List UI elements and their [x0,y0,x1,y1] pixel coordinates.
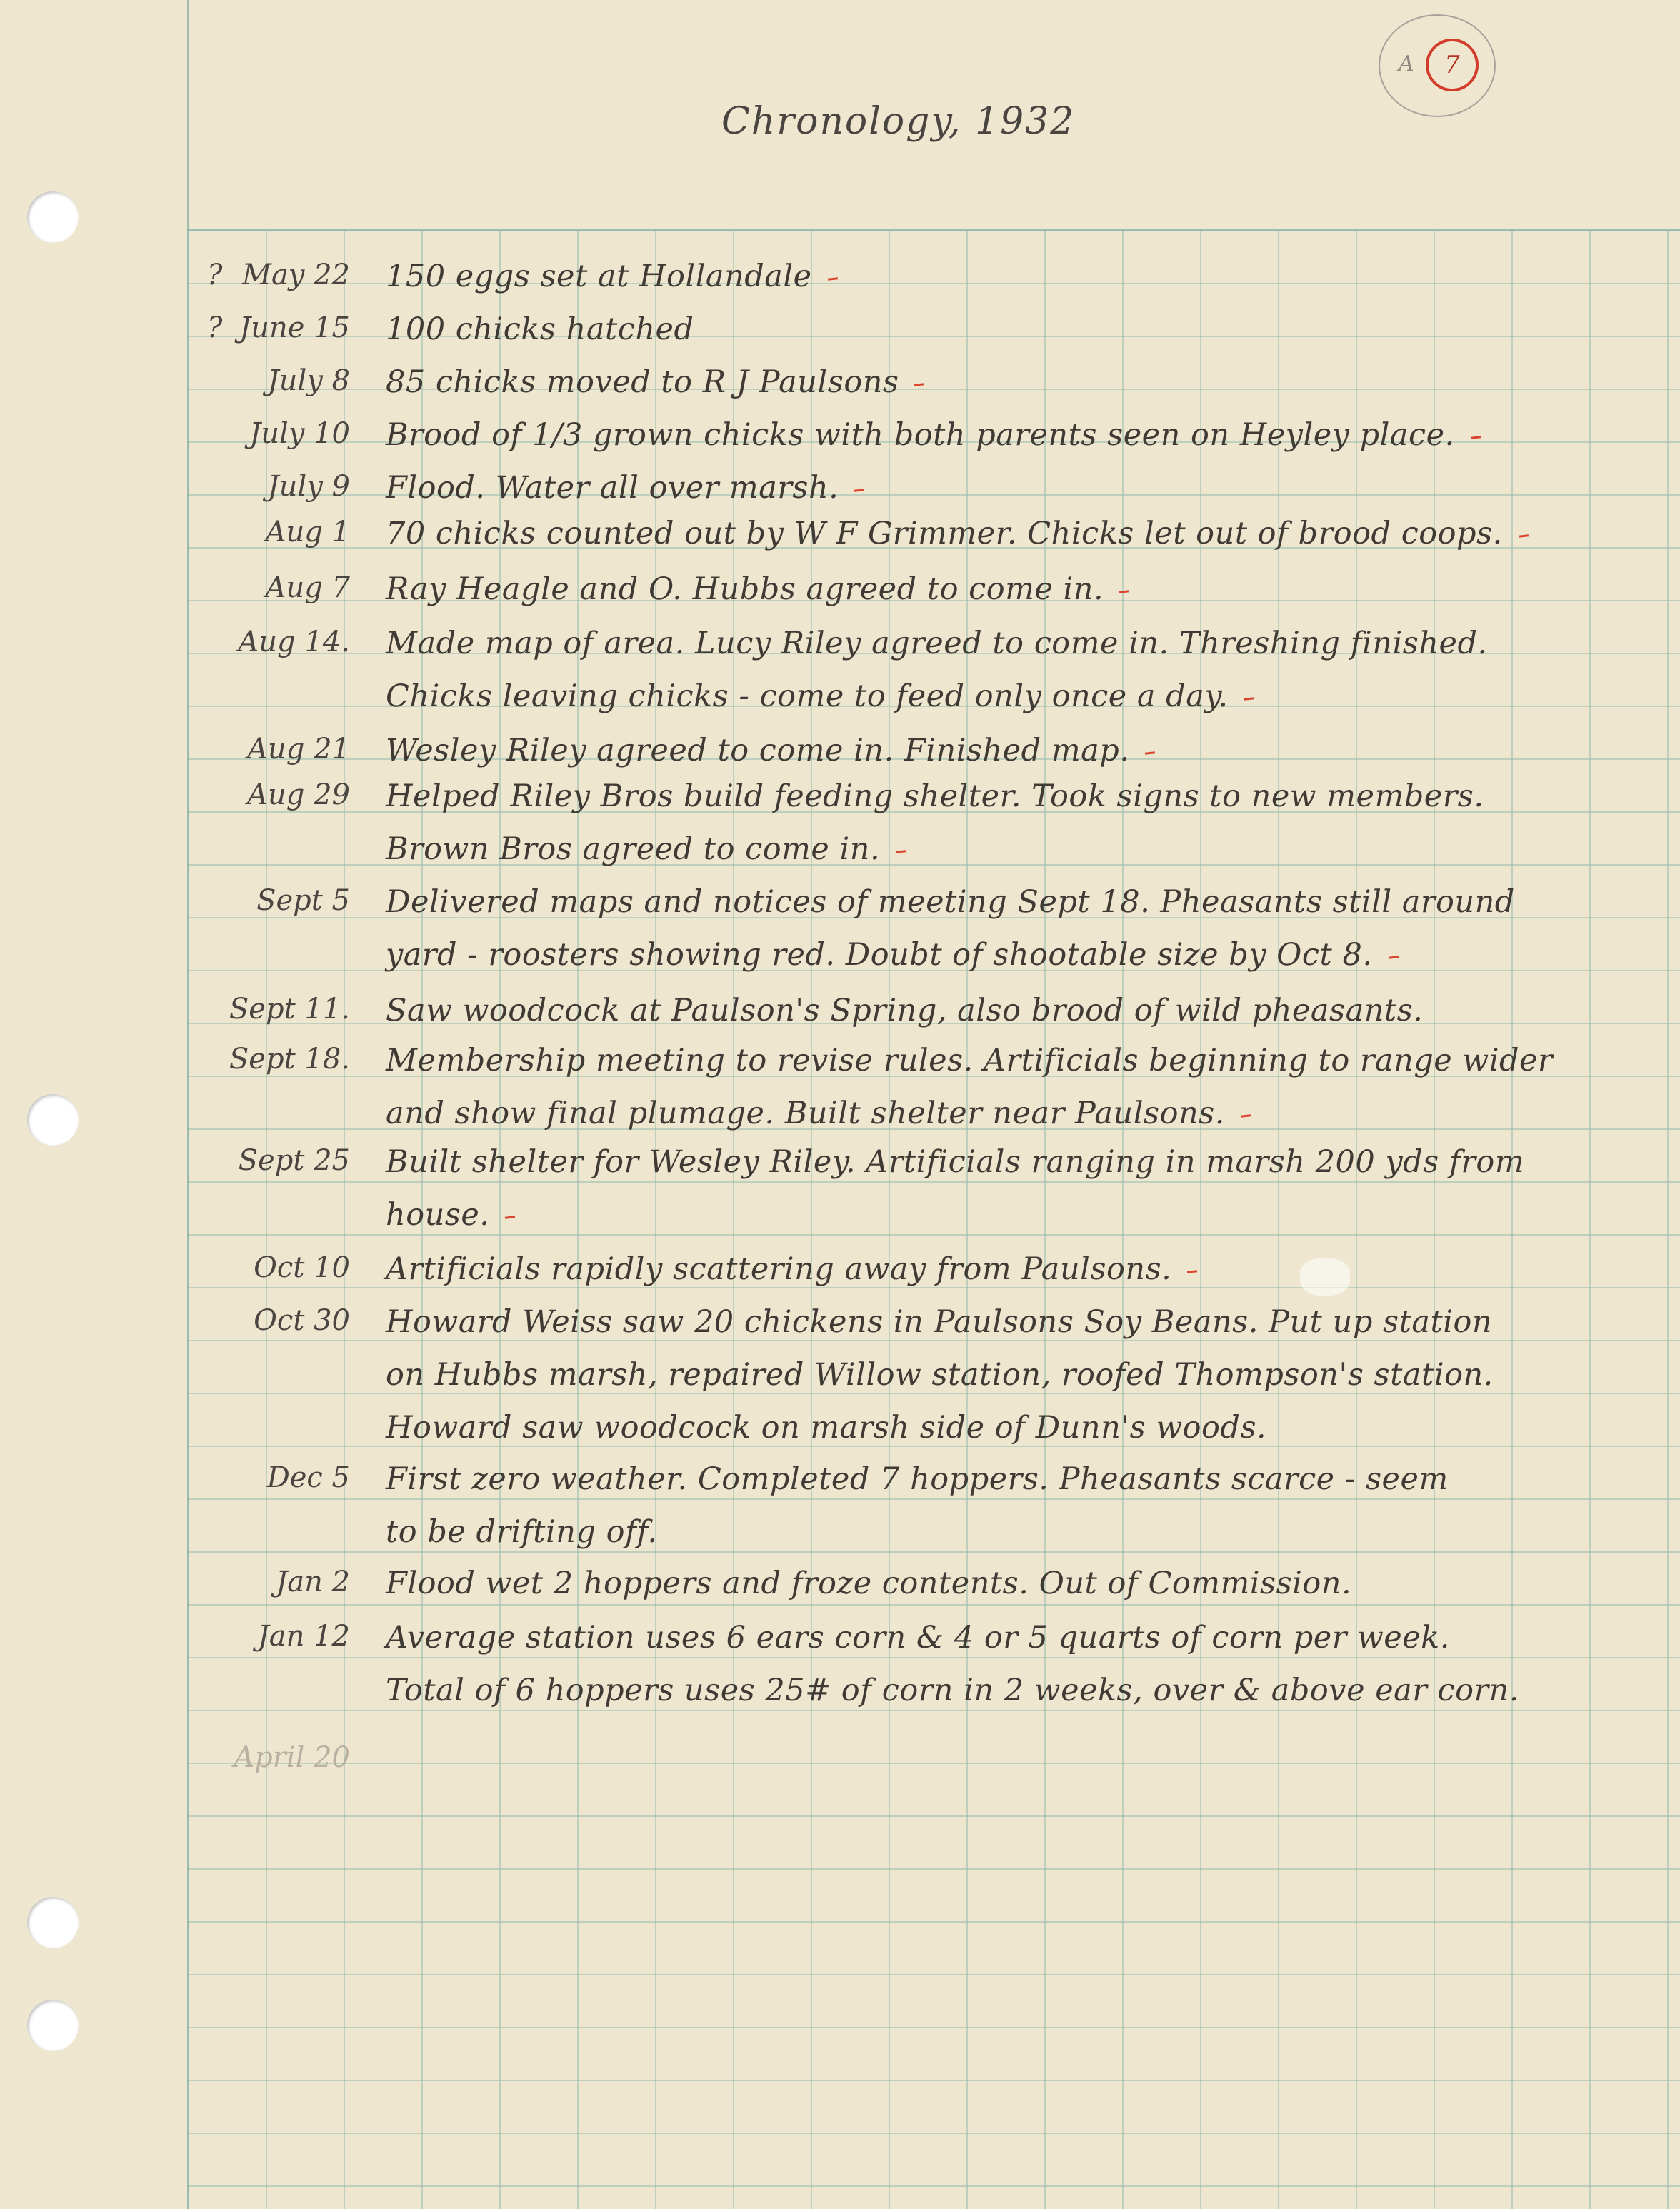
entry-text: Average station uses 6 ears corn & 4 or 5 quarts of corn per week. [386,1620,1450,1656]
left-margin [0,0,187,2209]
red-check-mark-icon [1244,697,1254,700]
entry-date: Dec 5 [266,1461,350,1494]
entry-text: Howard saw woodcock on marsh side of Dunn's woods. [386,1410,1267,1446]
red-check-mark-icon [827,277,837,280]
red-check-mark-icon [1119,590,1129,593]
uncertain-date-mark: ? [207,311,223,344]
entry-date: Oct 30 [254,1304,350,1337]
stamp-number: 7 [1426,39,1479,91]
red-check-mark-icon [1471,436,1481,439]
entry-text: to be drifting off. [386,1514,658,1550]
entry-text: Brood of 1/3 grown chicks with both parents seen on Heyley place. [386,417,1481,453]
entry-text: Flood wet 2 hoppers and froze contents. Out of Commission. [386,1566,1352,1601]
binder-hole-icon [27,1094,79,1146]
entry-date: July 10 [249,417,350,450]
red-check-mark-icon [1519,534,1529,537]
red-check-mark-icon [1241,1114,1251,1117]
entry-text: yard - roosters showing red. Doubt of shootable size by Oct 8. [386,937,1399,973]
binder-hole-icon [27,2000,79,2051]
red-check-mark-icon [896,850,906,853]
entry-text: 70 chicks counted out by W F Grimmer. Chicks let out of brood coops. [386,516,1529,551]
top-rule [187,229,1680,231]
entry-date: July 8 [267,364,350,397]
entry-date: Oct 10 [254,1251,350,1284]
entry-text: Ray Heagle and O. Hubbs agreed to come in. [386,571,1129,607]
entry-text: Helped Riley Bros build feeding shelter. Took signs to new members. [386,778,1484,814]
entry-text: Delivered maps and notices of meeting Sept 18. Pheasants still around [386,884,1515,920]
entry-text: Made map of area. Lucy Riley agreed to come in. Threshing finished. [386,626,1488,661]
entry-date: June 15 [239,311,350,344]
page-title: Chronology, 1932 [721,100,1076,143]
entry-text: and show final plumage. Built shelter near Paulsons. [386,1096,1251,1131]
red-check-mark-icon [914,383,924,386]
red-check-mark-icon [1388,956,1398,958]
entry-date: Aug 7 [265,571,350,604]
entry-text: First zero weather. Completed 7 hoppers. Pheasants scarce - seem [386,1461,1449,1497]
entry-date: Sept 11. [229,993,350,1026]
entry-date: July 9 [267,470,350,503]
binder-hole-icon [27,191,79,243]
entry-text: Brown Bros agreed to come in. [386,831,906,867]
entry-text: house. [386,1197,515,1233]
entry-date: Aug 29 [247,778,350,811]
entry-text: 100 chicks hatched [386,311,694,347]
entry-date: Sept 18. [229,1043,350,1076]
entry-date: Sept 25 [238,1144,350,1177]
uncertain-date-mark: ? [207,259,223,291]
entry-text: 150 eggs set at Hollandale [386,259,838,294]
paper-stain [1300,1258,1350,1296]
entry-text: Wesley Riley agreed to come in. Finished map. [386,733,1155,768]
red-check-mark-icon [1145,751,1155,754]
entry-text: Flood. Water all over marsh. [386,470,864,506]
archive-stamp [1379,14,1500,121]
red-check-mark-icon [505,1216,515,1218]
entry-text: 85 chicks moved to R J Paulsons [386,364,924,400]
entry-text: Howard Weiss saw 20 chickens in Paulsons Soy Beans. Put up station [386,1304,1493,1340]
entry-date: Jan 12 [257,1620,350,1653]
entry-text: on Hubbs marsh, repaired Willow station, roofed Thompson's station. [386,1357,1494,1393]
entry-date: Aug 21 [247,733,350,766]
binder-hole-icon [27,1897,79,1948]
stamp-letter: A [1399,51,1414,76]
entry-text: Total of 6 hoppers uses 25# of corn in 2 weeks, over & above ear corn. [386,1673,1519,1708]
entry-date: May 22 [241,259,350,291]
entry-date: Aug 1 [265,516,350,549]
entry-date: Sept 5 [256,884,350,917]
entry-date: Jan 2 [276,1566,350,1598]
entry-date: Aug 14. [238,626,350,658]
entry-text: Chicks leaving chicks - come to feed only once a day. [386,678,1254,714]
red-check-mark-icon [854,489,864,491]
red-check-mark-icon [1187,1270,1197,1273]
entry-date: April 20 [234,1741,350,1774]
entry-text: Membership meeting to revise rules. Artificials beginning to range wider [386,1043,1553,1078]
entry-text: Built shelter for Wesley Riley. Artificials ranging in marsh 200 yds from [386,1144,1525,1180]
entry-text: Saw woodcock at Paulson's Spring, also brood of wild pheasants. [386,993,1424,1028]
entry-text: Artificials rapidly scattering away from Paulsons. [386,1251,1197,1287]
